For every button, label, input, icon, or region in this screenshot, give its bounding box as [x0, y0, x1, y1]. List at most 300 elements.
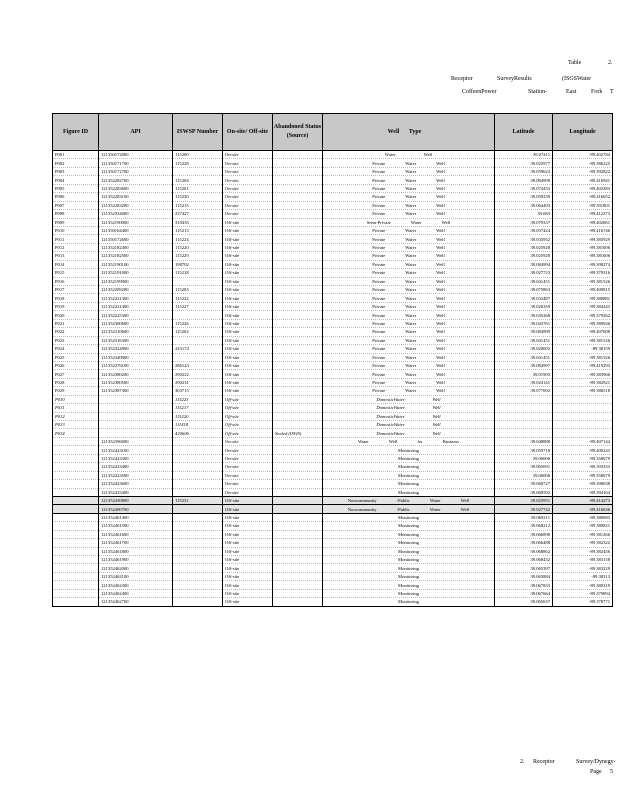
title-receptor: Receptor — [451, 76, 473, 82]
cell-abandoned-status — [273, 167, 323, 175]
table-row — [53, 176, 613, 184]
cell-abandoned-status — [273, 412, 323, 420]
table-row — [53, 294, 613, 302]
cell-iswsp-number — [173, 446, 223, 454]
cell-latitude: 39.067833 — [495, 581, 553, 589]
cell-figure-id: P005 — [53, 184, 99, 192]
cell-figure-id — [53, 539, 99, 547]
well-type-word: Private — [372, 363, 386, 369]
well-type-word: Water — [357, 439, 369, 445]
well-type-word: Private — [372, 270, 386, 276]
cell-abandoned-status — [273, 446, 323, 454]
cell-iswsp-number: 115215 — [173, 201, 223, 209]
cell-abandoned-status — [273, 539, 323, 547]
cell-well-type — [323, 387, 495, 395]
cell-api: 121352283100 — [99, 193, 173, 201]
cell-figure-id — [53, 564, 99, 572]
cell-figure-id — [53, 572, 99, 580]
cell-well-type — [323, 302, 495, 310]
cell-api: 121350172000 — [99, 151, 173, 159]
cell-abandoned-status — [273, 184, 323, 192]
cell-iswsp-number — [173, 167, 223, 175]
cell-onsite-offsite: Off-site — [223, 496, 273, 504]
well-type-word: Well — [436, 228, 445, 234]
cell-well-type — [323, 488, 495, 496]
cell-abandoned-status — [273, 319, 323, 327]
cell-iswsp-number: 115220 — [173, 243, 223, 251]
cell-longitude: -89.381266 — [553, 530, 613, 538]
table-row — [53, 446, 613, 454]
cell-latitude: 39.059718 — [495, 446, 553, 454]
cell-well-type — [323, 370, 495, 378]
cell-abandoned-status — [273, 336, 323, 344]
col-figure-id: Figure ID — [53, 114, 99, 151]
well-type-word: Water — [405, 245, 417, 251]
well-type-word: Well — [436, 194, 445, 200]
cell-figure-id — [53, 547, 99, 555]
well-type-word: Monitoring — [398, 565, 419, 571]
cell-abandoned-status — [273, 547, 323, 555]
well-type-word: Water — [405, 320, 417, 326]
table-row — [53, 243, 613, 251]
cell-latitude: 39.041451 — [495, 336, 553, 344]
cell-well-type — [323, 269, 495, 277]
table-row — [53, 286, 613, 294]
well-type-word: Well — [436, 371, 445, 377]
cell-longitude: -89.384343 — [553, 302, 613, 310]
cell-iswsp-number: 115228 — [173, 159, 223, 167]
well-type-word: Water — [405, 287, 417, 293]
cell-iswsp-number: 115226 — [173, 319, 223, 327]
cell-latitude: 39.07411 — [495, 151, 553, 159]
cell-api: 121352221300 — [99, 294, 173, 302]
table-row — [53, 404, 613, 412]
cell-api: 121352310600 — [99, 328, 173, 336]
cell-figure-id: P034 — [53, 429, 99, 437]
cell-longitude: -89.381606 — [553, 243, 613, 251]
cell-longitude: -89.416636 — [553, 505, 613, 513]
cell-iswsp-number — [173, 353, 223, 361]
well-type-word: Monitoring — [398, 464, 419, 470]
cell-abandoned-status — [273, 302, 323, 310]
cell-api: 121352387300 — [99, 387, 173, 395]
well-type-word: Private — [372, 295, 386, 301]
cell-iswsp-number — [173, 277, 223, 285]
cell-abandoned-status — [273, 210, 323, 218]
well-type-word: Well — [432, 396, 441, 402]
well-type-word: Monitoring — [398, 447, 419, 453]
cell-latitude: 39.084997 — [495, 361, 553, 369]
well-type-word: Private — [372, 202, 386, 208]
col-api: API — [99, 114, 173, 151]
cell-abandoned-status — [273, 404, 323, 412]
cell-figure-id: P020 — [53, 311, 99, 319]
table-row — [53, 302, 613, 310]
cell-api: 121352225300 — [99, 311, 173, 319]
cell-onsite-offsite: Off-site — [223, 539, 273, 547]
cell-iswsp-number — [173, 556, 223, 564]
well-type-word: Private — [372, 337, 386, 343]
table-row — [53, 336, 613, 344]
well-type-word: Private — [372, 160, 386, 166]
table-row — [53, 480, 613, 488]
cell-well-type — [323, 463, 495, 471]
cell-well-type — [323, 311, 495, 319]
cell-iswsp-number: 198702 — [173, 260, 223, 268]
well-type-word: Private — [372, 380, 386, 386]
cell-onsite-offsite: Off-site — [223, 286, 273, 294]
well-type-word: Water — [405, 261, 417, 267]
title-east: East — [566, 89, 577, 95]
cell-well-type — [323, 336, 495, 344]
cell-onsite-offsite: Off-site — [223, 345, 273, 353]
table-row — [53, 210, 613, 218]
cell-iswsp-number: 111418 — [173, 421, 223, 429]
well-type-word: Monitoring — [398, 489, 419, 495]
cell-well-type — [323, 547, 495, 555]
title-coffeen-power: CoffeenPower — [462, 89, 497, 95]
cell-figure-id: P031 — [53, 404, 99, 412]
well-type-word: Well — [436, 261, 445, 267]
well-type-word: Well — [432, 422, 441, 428]
cell-abandoned-status — [273, 598, 323, 606]
cell-figure-id — [53, 522, 99, 530]
cell-longitude — [553, 412, 613, 420]
table-row — [53, 471, 613, 479]
cell-abandoned-status — [273, 370, 323, 378]
cell-figure-id: P006 — [53, 193, 99, 201]
table-row — [53, 421, 613, 429]
cell-figure-id — [53, 480, 99, 488]
cell-iswsp-number: 290222 — [173, 370, 223, 378]
well-type-word: Monitoring — [398, 599, 419, 605]
well-type-word: Monitoring — [398, 523, 419, 529]
table-row — [53, 277, 613, 285]
well-type-word: Well — [432, 405, 441, 411]
title-survey-results: SurveyResults — [497, 76, 532, 82]
cell-abandoned-status — [273, 488, 323, 496]
cell-figure-id: P022 — [53, 328, 99, 336]
cell-onsite-offsite: Off-site — [223, 370, 273, 378]
table-row — [53, 201, 613, 209]
table-row — [53, 463, 613, 471]
cell-well-type — [323, 184, 495, 192]
cell-well-type — [323, 564, 495, 572]
cell-iswsp-number — [173, 480, 223, 488]
cell-abandoned-status — [273, 589, 323, 597]
cell-iswsp-number: 115230 — [173, 193, 223, 201]
well-type-word: Well — [441, 219, 451, 225]
cell-api — [99, 429, 173, 437]
cell-well-type — [323, 404, 495, 412]
cell-well-type — [323, 226, 495, 234]
cell-iswsp-number: 115218 — [173, 269, 223, 277]
cell-longitude: -89.38159 — [553, 345, 613, 353]
cell-well-type — [323, 167, 495, 175]
well-type-word: for — [417, 439, 423, 445]
cell-well-type — [323, 446, 495, 454]
cell-longitude: -89.379894 — [553, 589, 613, 597]
cell-onsite-offsite: Off-site — [223, 513, 273, 521]
cell-longitude: -89.38313 — [553, 572, 613, 580]
well-type-word: Monitoring — [398, 540, 419, 546]
cell-figure-id — [53, 471, 99, 479]
cell-figure-id: P021 — [53, 319, 99, 327]
cell-api: 121352423400 — [99, 463, 173, 471]
cell-longitude: -89.391801 — [553, 201, 613, 209]
cell-api: 121352461800 — [99, 547, 173, 555]
cell-latitude — [495, 404, 553, 412]
well-type-word: Private — [372, 371, 386, 377]
cell-onsite-offsite: Off-site — [223, 387, 273, 395]
cell-well-type — [323, 151, 495, 159]
cell-latitude: 39.020002 — [495, 345, 553, 353]
cell-figure-id: P013 — [53, 252, 99, 260]
cell-api: 121350164400 — [99, 226, 173, 234]
cell-api: 121352300600 — [99, 319, 173, 327]
cell-onsite-offsite: Off-site — [223, 378, 273, 386]
cell-well-type — [323, 361, 495, 369]
well-type-word: Private — [372, 278, 386, 284]
col-longitude: Longitude — [553, 114, 613, 151]
well-type-word: Water — [405, 228, 417, 234]
cell-latitude — [495, 395, 553, 403]
cell-well-type — [323, 530, 495, 538]
cell-well-type — [323, 539, 495, 547]
cell-onsite-offsite: Off-site — [223, 530, 273, 538]
cell-latitude: 39.06006 — [495, 454, 553, 462]
cell-latitude: 39.01905 — [495, 370, 553, 378]
cell-api: 121352282700 — [99, 176, 173, 184]
cell-latitude: 39.083 — [495, 210, 553, 218]
cell-longitude: -89.380881 — [553, 294, 613, 302]
cell-api: 121352182500 — [99, 252, 173, 260]
cell-figure-id: P017 — [53, 286, 99, 294]
well-type-word: Water — [405, 312, 417, 318]
cell-latitude: 39.027723 — [495, 269, 553, 277]
cell-well-type — [323, 496, 495, 504]
table-row — [53, 496, 613, 504]
table-row — [53, 319, 613, 327]
cell-abandoned-status — [273, 564, 323, 572]
cell-api: 121352334000 — [99, 210, 173, 218]
cell-iswsp-number: 286123 — [173, 361, 223, 369]
cell-latitude: 39.077692 — [495, 387, 553, 395]
cell-iswsp-number — [173, 539, 223, 547]
cell-longitude: -89.382322 — [553, 539, 613, 547]
cell-api: 121352376100 — [99, 361, 173, 369]
table-row — [53, 539, 613, 547]
cell-onsite-offsite: Off-site — [223, 294, 273, 302]
cell-longitude: -89.412273 — [553, 210, 613, 218]
cell-figure-id — [53, 505, 99, 513]
cell-abandoned-status — [273, 226, 323, 234]
well-type-word: -Public — [396, 506, 410, 512]
cell-figure-id: P015 — [53, 269, 99, 277]
cell-figure-id: P029 — [53, 387, 99, 395]
cell-onsite-offsite: Off-site — [223, 353, 273, 361]
cell-latitude: 39.025928 — [495, 243, 553, 251]
cell-api: 121350172700 — [99, 167, 173, 175]
cell-onsite-offsite: Off-site — [223, 319, 273, 327]
cell-abandoned-status — [273, 193, 323, 201]
well-type-word: Well — [436, 346, 445, 352]
well-type-word: DomesticWater — [376, 396, 405, 402]
table-row — [53, 530, 613, 538]
cell-longitude: -89.358679 — [553, 454, 613, 462]
cell-longitude — [553, 421, 613, 429]
cell-iswsp-number: 115223 — [173, 395, 223, 403]
well-type-word: Monitoring — [398, 455, 419, 461]
cell-latitude: 39.057424 — [495, 226, 553, 234]
cell-onsite-offsite: Off-site — [223, 581, 273, 589]
cell-well-type — [323, 235, 495, 243]
cell-abandoned-status — [273, 505, 323, 513]
cell-iswsp-number: 115220 — [173, 412, 223, 420]
cell-latitude: 39.06006 — [495, 471, 553, 479]
receptor-survey-table — [52, 113, 613, 607]
well-type-word: Water — [405, 380, 417, 386]
table-row — [53, 556, 613, 564]
cell-abandoned-status — [273, 218, 323, 226]
cell-iswsp-number: 115229 — [173, 252, 223, 260]
col-abandoned-status: Abandoned Status (Source) — [273, 114, 323, 151]
cell-onsite-offsite: Off-site — [223, 421, 273, 429]
cell-latitude: 39.045268 — [495, 311, 553, 319]
well-type-word: Water — [405, 270, 417, 276]
cell-well-type — [323, 429, 495, 437]
cell-api: 121352462400 — [99, 589, 173, 597]
cell-onsite-offsite: On-site — [223, 480, 273, 488]
well-type-word: Water — [405, 160, 417, 166]
well-type-word: Well — [436, 380, 445, 386]
well-type-word: DomesticWater — [376, 413, 405, 419]
cell-iswsp-number: 115213 — [173, 226, 223, 234]
cell-onsite-offsite: On-site — [223, 488, 273, 496]
well-type-word: Water — [405, 185, 417, 191]
cell-abandoned-status — [273, 361, 323, 369]
cell-abandoned-status — [273, 378, 323, 386]
cell-longitude: -89.381606 — [553, 252, 613, 260]
title-station: Station- — [528, 89, 547, 95]
well-type-word: Private — [372, 228, 386, 234]
well-type-word: Well — [423, 152, 433, 158]
well-type-word: Monitoring — [398, 515, 419, 521]
cell-iswsp-number — [173, 336, 223, 344]
col-well-type-word-well: Well — [387, 128, 400, 135]
cell-api: 121352380500 — [99, 378, 173, 386]
footer-number: 2. — [520, 759, 525, 765]
cell-longitude: -89.416652 — [553, 193, 613, 201]
cell-latitude: 39.064493 — [495, 201, 553, 209]
well-type-word: Water — [405, 295, 417, 301]
well-type-word: Water — [405, 337, 417, 343]
cell-onsite-offsite: On-site — [223, 184, 273, 192]
well-type-word: Well — [436, 211, 445, 217]
cell-iswsp-number — [173, 564, 223, 572]
cell-onsite-offsite: On-site — [223, 159, 273, 167]
well-type-word: Private — [372, 253, 386, 259]
well-type-word: Well — [436, 329, 445, 335]
well-type-word: Water — [410, 219, 422, 225]
table-row — [53, 581, 613, 589]
cell-longitude: -89.358679 — [553, 471, 613, 479]
well-type-word: Monitoring — [398, 574, 419, 580]
cell-longitude: -89.416941 — [553, 176, 613, 184]
title-t: T — [610, 89, 614, 95]
cell-iswsp-number: 303715 — [173, 387, 223, 395]
table-row — [53, 437, 613, 445]
table-row — [53, 361, 613, 369]
well-type-word: Water — [405, 354, 417, 360]
cell-api: 121352423300 — [99, 454, 173, 462]
cell-abandoned-status — [273, 581, 323, 589]
well-type-word: Well — [436, 177, 445, 183]
table-row — [53, 159, 613, 167]
cell-longitude: -89.398274 — [553, 260, 613, 268]
well-type-word: Water — [405, 253, 417, 259]
well-type-word: Noncommunity — [347, 498, 377, 504]
cell-onsite-offsite: Off-site — [223, 404, 273, 412]
cell-longitude — [553, 404, 613, 412]
cell-well-type — [323, 260, 495, 268]
cell-onsite-offsite: Off-site — [223, 218, 273, 226]
cell-latitude: 39.066488 — [495, 539, 553, 547]
cell-abandoned-status — [273, 311, 323, 319]
table-row — [53, 252, 613, 260]
well-type-word: -Public — [396, 498, 410, 504]
well-type-word: Monitoring — [398, 531, 419, 537]
cell-longitude: -89.379316 — [553, 269, 613, 277]
cell-latitude: 39.043761 — [495, 319, 553, 327]
cell-iswsp-number — [173, 463, 223, 471]
cell-longitude: -89.386225 — [553, 159, 613, 167]
cell-figure-id: P024 — [53, 345, 99, 353]
cell-abandoned-status — [273, 176, 323, 184]
cell-longitude: -89.379262 — [553, 311, 613, 319]
cell-longitude: -89.380821 — [553, 522, 613, 530]
cell-onsite-offsite: On-site — [223, 446, 273, 454]
table-row — [53, 564, 613, 572]
cell-api: 121352190000 — [99, 218, 173, 226]
table-row — [53, 235, 613, 243]
cell-longitude: -89.382456 — [553, 547, 613, 555]
title-isgs-water: (ISGSWater — [562, 76, 592, 82]
cell-iswsp-number — [173, 572, 223, 580]
well-type-word: DomesticWater — [376, 422, 405, 428]
cell-api: 121352461600 — [99, 530, 173, 538]
cell-api — [99, 395, 173, 403]
cell-well-type — [323, 252, 495, 260]
well-type-word: Private — [372, 320, 386, 326]
cell-iswsp-number: 243174 — [173, 345, 223, 353]
table-row — [53, 167, 613, 175]
well-type-word: Well — [436, 160, 445, 166]
well-type-word: Water — [405, 202, 417, 208]
cell-well-type — [323, 581, 495, 589]
cell-latitude: 39.041451 — [495, 277, 553, 285]
cell-onsite-offsite: Off-site — [223, 429, 273, 437]
table-row — [53, 589, 613, 597]
cell-latitude: 39.033487 — [495, 294, 553, 302]
cell-onsite-offsite: Off-site — [223, 311, 273, 319]
cell-latitude: 39.084999 — [495, 328, 553, 336]
cell-figure-id: P030 — [53, 395, 99, 403]
cell-onsite-offsite: Off-site — [223, 243, 273, 251]
cell-api: 121352340900 — [99, 353, 173, 361]
well-type-word: Private — [372, 329, 386, 335]
cell-well-type — [323, 201, 495, 209]
